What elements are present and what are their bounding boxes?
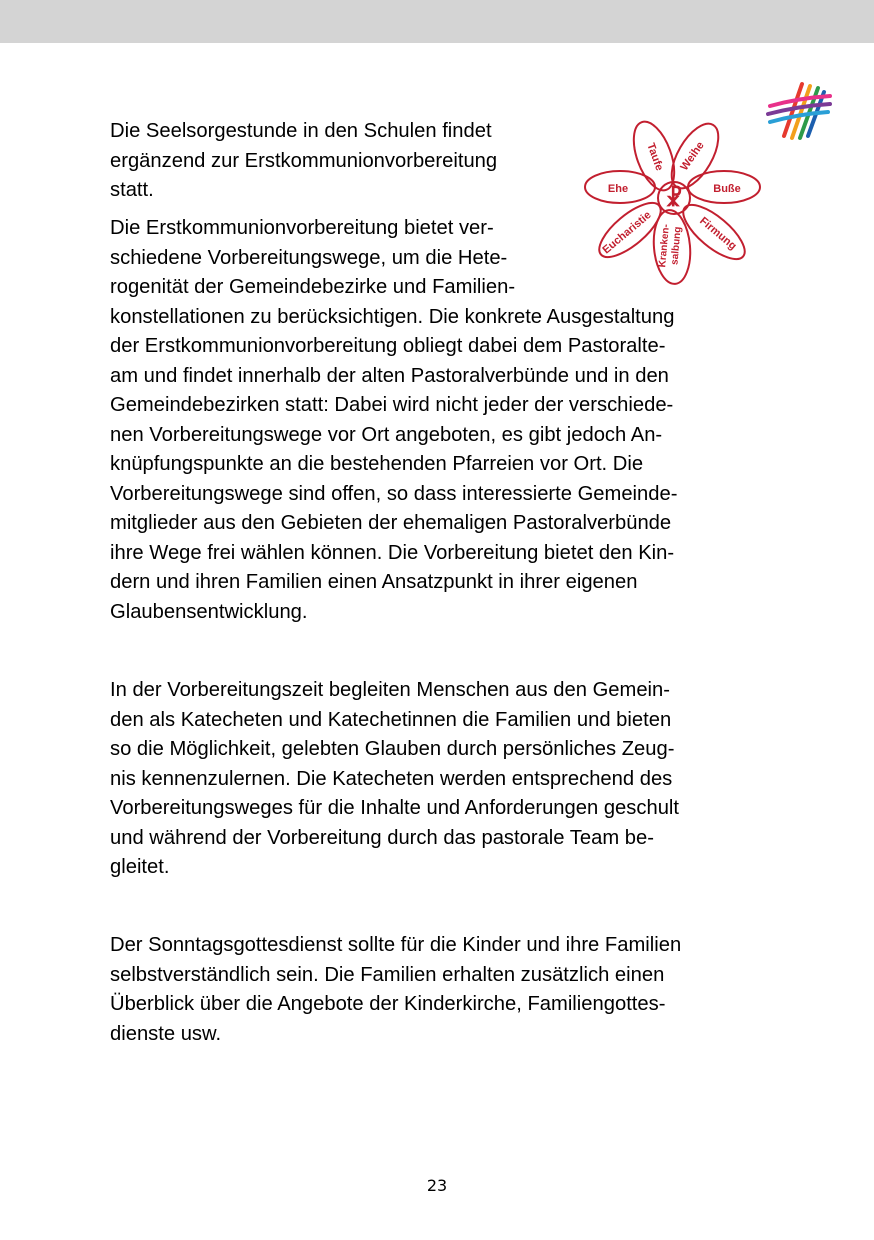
text-line: und während der Vorbereitung durch das pastorale Team be-	[110, 826, 654, 849]
text-line: selbstverständlich sein. Die Familien erhalten zusätzlich einen	[110, 963, 665, 986]
text-line: knüpfungspunkte an die bestehenden Pfarreien vor Ort. Die	[110, 453, 644, 475]
text-line: Überblick über die Angebote der Kinderkirche, Familiengottes-	[110, 993, 666, 1015]
text-line: Der Sonntagsgottesdienst sollte für die Kinder und ihre Familien	[110, 934, 682, 956]
text-line: der Erstkommunionvorbereitung obliegt dabei dem Pastoralte-	[110, 335, 666, 357]
paragraph-seelsorgestunde	[110, 117, 497, 206]
text-line: den als Katecheten und Katechetinnen die Familien und bieten	[110, 708, 672, 731]
label-taufe: Taufe	[644, 141, 666, 173]
text-line: konstellationen zu berücksichtigen. Die konkrete Ausgestaltung	[110, 305, 675, 328]
label-kranken: Kranken-	[657, 223, 672, 268]
text-line: dienste usw.	[110, 1022, 222, 1045]
label-weihe: Weihe	[678, 139, 707, 173]
text-line: In der Vorbereitungszeit begleiten Menschen aus den Gemein-	[110, 679, 670, 701]
label-firmung: Firmung	[697, 214, 739, 253]
text-line: nis kennenzulernen. Die Katecheten werden entsprechend des	[110, 767, 673, 790]
text-line: ihre Wege frei wählen können. Die Vorbereitung bietet den Kin-	[110, 541, 675, 564]
text-line: Die Seelsorgestunde in den Schulen findet	[110, 120, 492, 142]
label-eucharistie: Eucharistie	[600, 209, 654, 257]
text-line: mitglieder aus den Gebieten der ehemaligen Pastoralverbünde	[110, 512, 672, 534]
page-number: 23	[426, 1176, 448, 1195]
text-line: dern und ihren Familien einen Ansatzpunkt in ihrer eigenen	[110, 571, 638, 593]
top-gray-bar	[0, 0, 874, 43]
text-line: statt.	[110, 179, 154, 201]
label-ehe: Ehe	[607, 183, 629, 195]
paragraph-sonntagsgottesdienst	[110, 931, 681, 1049]
text-line: ergänzend zur Erstkommunionvorbereitung	[110, 149, 498, 172]
text-line: Die Erstkommunionvorbereitung bietet ver-	[110, 217, 494, 239]
text-line: schiedene Vorbereitungswege, um die Hete-	[110, 246, 508, 269]
label-salbung: salbung	[669, 226, 684, 266]
chi-rho-icon: ☧	[665, 186, 683, 211]
text-line: rogenität der Gemeindebezirke und Familien-	[110, 276, 516, 298]
text-line: so die Möglichkeit, gelebten Glauben durch persönliches Zeug-	[110, 738, 675, 760]
text-line: gleitet.	[110, 856, 170, 878]
paragraph-vorbereitungswege	[110, 214, 677, 627]
text-line: Gemeindebezirken statt: Dabei wird nicht jeder der verschiede-	[110, 394, 674, 416]
paragraph-katecheten	[110, 676, 679, 883]
parish-logo-icon	[764, 76, 834, 146]
label-busse: Buße	[713, 183, 741, 195]
text-line: Vorbereitungswege sind offen, so dass interessierte Gemeinde-	[110, 482, 678, 505]
text-line: am und findet innerhalb der alten Pastoralverbünde und in den	[110, 364, 669, 387]
text-line: Vorbereitungsweges für die Inhalte und Anforderungen geschult	[110, 797, 680, 819]
text-line: Glaubensentwicklung.	[110, 600, 308, 623]
text-line: nen Vorbereitungswege vor Ort angeboten, es gibt jedoch An-	[110, 423, 663, 446]
